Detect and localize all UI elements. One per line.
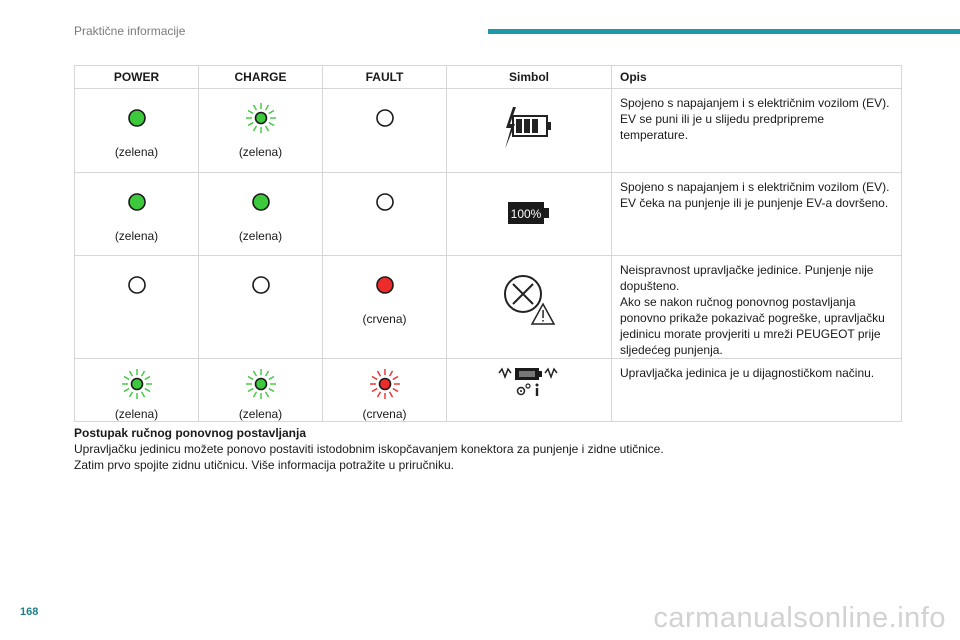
charge-led	[244, 367, 278, 401]
row-description: Upravljačka jedinica je u dijagnostičkom načinu.	[612, 359, 902, 422]
table-row	[75, 256, 902, 359]
page-number: 168	[20, 606, 39, 618]
diagnostic-mode-icon	[497, 365, 561, 399]
col-symbol: Simbol	[447, 66, 612, 89]
power-led	[120, 101, 154, 135]
section-title: Praktične informacije	[74, 24, 186, 38]
fault-cross-warning-icon	[499, 270, 559, 328]
charge-led	[244, 185, 278, 219]
header-accent-bar	[488, 29, 960, 34]
power-led	[120, 185, 154, 219]
col-fault: FAULT	[323, 66, 447, 89]
row-description: Spojeno s napajanjem i s električnim vozilom (EV). EV se puni ili je u slijedu predpripreme temperature.	[612, 89, 902, 173]
row-description: Neispravnost upravljačke jedinice. Punjenje nije dopušteno. Ako se nakon ručnog ponovnog postavljanja ponovno prikaže pokazivač pogreške, upravljačku jedinicu morate provjeriti u mreži PEUGEOT prije sljedećeg punjenja.	[612, 256, 902, 359]
charging-battery-icon	[501, 103, 557, 153]
led-label: (zelena)	[238, 229, 283, 243]
section-heading: Postupak ručnog ponovnog postavljanja	[74, 426, 307, 440]
col-description: Opis	[612, 66, 902, 89]
charge-led	[244, 268, 278, 302]
led-label: (zelena)	[114, 229, 159, 243]
led-label: (zelena)	[114, 407, 159, 421]
fault-led	[368, 367, 402, 401]
power-led	[120, 367, 154, 401]
charge-led	[244, 101, 278, 135]
paragraph: Upravljačku jedinicu možete ponovo postaviti istodobnim iskopčavanjem konektora za punjenje i zidne utičnice.	[74, 442, 664, 456]
power-led	[120, 268, 154, 302]
battery-percentage: 100%	[510, 207, 542, 221]
indicator-table	[74, 65, 902, 422]
table-row	[75, 173, 902, 256]
col-charge: CHARGE	[199, 66, 323, 89]
led-label: (crvena)	[362, 312, 407, 326]
led-label: (crvena)	[362, 407, 407, 421]
table-header-row	[75, 66, 902, 89]
fault-led	[368, 101, 402, 135]
table-row	[75, 359, 902, 422]
manual-reset-section	[74, 425, 904, 473]
led-label: (zelena)	[238, 407, 283, 421]
battery-full-icon	[507, 201, 551, 225]
fault-led	[368, 185, 402, 219]
led-label: (zelena)	[114, 145, 159, 159]
watermark: carmanualsonline.info	[653, 602, 946, 634]
col-power: POWER	[75, 66, 199, 89]
table-row	[75, 89, 902, 173]
paragraph: Zatim prvo spojite zidnu utičnicu. Više informacija potražite u priručniku.	[74, 458, 454, 472]
led-label: (zelena)	[238, 145, 283, 159]
fault-led	[368, 268, 402, 302]
row-description: Spojeno s napajanjem i s električnim vozilom (EV). EV čeka na punjenje ili je punjenje EV-a dovršeno.	[612, 173, 902, 256]
